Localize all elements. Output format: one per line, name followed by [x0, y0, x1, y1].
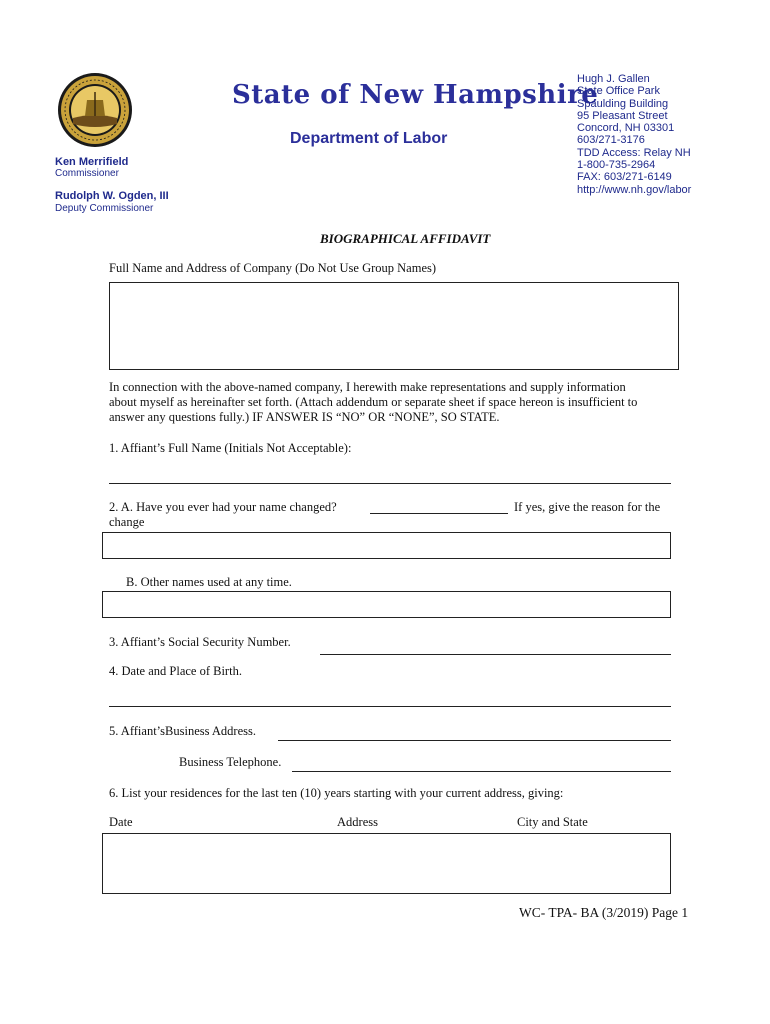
q6-col-address: Address [337, 815, 378, 829]
q1-full-name-field[interactable] [109, 483, 671, 484]
state-title: State of New Hampshire [232, 80, 599, 110]
instruction-line: about myself as hereinafter set forth. (Attach addendum or separate sheet if space hereon is insufficient to [109, 395, 638, 409]
q2a-name-changed-field[interactable] [370, 513, 508, 514]
q4-label: 4. Date and Place of Birth. [109, 664, 242, 678]
address-line: FAX: 603/271-6149 [577, 171, 672, 184]
state-seal [57, 72, 133, 148]
q3-ssn-field[interactable] [320, 654, 671, 655]
address-line-website[interactable]: http://www.nh.gov/labor [577, 183, 692, 196]
q2a-tail: If yes, give the reason for the [514, 500, 661, 514]
instruction-line: answer any questions fully.) IF ANSWER IS “NO” OR “NONE”, SO STATE. [109, 410, 500, 424]
commissioner-title: Commissioner [55, 168, 119, 179]
form-heading: BIOGRAPHICAL AFFIDAVIT [320, 231, 491, 246]
q4-birth-field[interactable] [109, 706, 671, 707]
q2a-label: 2. A. Have you ever had your name changed? [109, 500, 337, 514]
q2a-wrap: change [109, 515, 145, 529]
q1-label: 1. Affiant’s Full Name (Initials Not Acceptable): [109, 441, 352, 455]
company-label: Full Name and Address of Company (Do Not Use Group Names) [109, 261, 437, 275]
address-line: 1-800-735-2964 [577, 159, 656, 172]
deputy-commissioner-name: Rudolph W. Ogden, III [55, 190, 169, 202]
q6-col-date: Date [109, 815, 133, 829]
q5-label: 5. Affiant’sBusiness Address. [109, 724, 256, 738]
address-line: Spaulding Building [577, 97, 669, 110]
q6-col-city-state: City and State [517, 815, 588, 829]
form-footer: WC- TPA- BA (3/2019) Page 1 [519, 905, 689, 920]
address-line: 95 Pleasant Street [577, 109, 668, 122]
q5-phone-label: Business Telephone. [179, 755, 282, 769]
address-line: Hugh J. Gallen [577, 73, 650, 85]
commissioner-name: Ken Merrifield [55, 156, 129, 168]
company-name-address-field[interactable] [109, 282, 679, 370]
q3-label: 3. Affiant’s Social Security Number. [109, 635, 291, 649]
q5-business-telephone-field[interactable] [292, 771, 671, 772]
deputy-commissioner-title: Deputy Commissioner [55, 203, 154, 214]
address-line: 603/271-3176 [577, 134, 645, 147]
state-seal-icon [57, 72, 133, 148]
address-line: TDD Access: Relay NH [577, 146, 691, 159]
q2b-label: B. Other names used at any time. [126, 575, 292, 589]
instruction-line: In connection with the above-named company, I herewith make representations and supply information [109, 380, 626, 394]
address-line: Concord, NH 03301 [577, 122, 675, 135]
q2b-other-names-field[interactable] [102, 591, 671, 618]
q6-residences-field[interactable] [102, 833, 671, 894]
department-name: Department of Labor [290, 130, 448, 147]
address-line: State Office Park [577, 85, 660, 98]
office-address [577, 73, 691, 196]
q5-business-address-field[interactable] [278, 740, 671, 741]
instructions [109, 380, 709, 425]
q2a-reason-field[interactable] [102, 532, 671, 559]
q6-label: 6. List your residences for the last ten (10) years starting with your current address, giving: [109, 786, 564, 800]
